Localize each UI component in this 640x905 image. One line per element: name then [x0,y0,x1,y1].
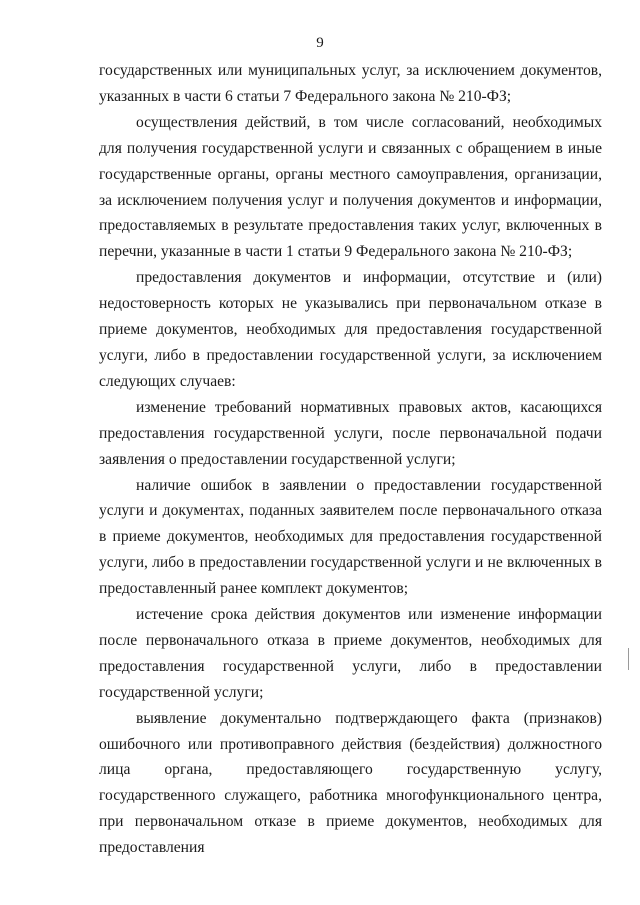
scan-margin-mark [628,648,629,670]
paragraph-documents-info: предоставления документов и информации, отсутствие и (или) недостоверность которых не указывались при первоначальном отказе в приеме документов, необходимых для предоставления государственной услуги, либо в предоставлении государственной услуги, за исключением следующих случаев: [99,269,602,390]
paragraph-actions: осуществления действий, в том числе согласований, необходимых для получения государственной услуги и связанных с обращением в иные государственные органы, органы местного самоуправления, организации, за исключением получения услуг и получения документов и информации, предоставляемых в результате предоставления таких услуг, включенных в перечни, указанные в части 1 статьи 9 Федерального закона № 210-ФЗ; [99,113,602,261]
paragraph-case-errors: наличие ошибок в заявлении о предоставлении государственной услуги и документах, поданных заявителем после первоначального отказа в приеме документов, необходимых для предоставления государственной услуги, либо в предоставлении государственной услуги и не включенных в предоставленный ранее комплект документов; [99,476,602,598]
paragraph-case-legal-change: изменение требований нормативных правовых актов, касающихся предоставления государственной услуги, после первоначальной подачи заявления о предоставлении государственной услуги; [99,398,602,468]
paragraph-continuation: государственных или муниципальных услуг, за исключением документов, указанных в части 6 статьи 7 Федерального закона № 210-ФЗ; [99,62,602,105]
paragraph-case-misconduct: выявление документально подтверждающего факта (признаков) ошибочного или противоправного действия (бездействия) должностного лица органа, предоставляющего государственную услугу, государственного служащего, работника многофункционального центра, при первоначальном отказе в приеме документов, необходимых для предоставления [99,709,602,857]
document-body [99,58,602,861]
page-number: 9 [316,35,324,51]
paragraph-case-expiry: истечение срока действия документов или изменение информации после первоначального отказа в приеме документов, необходимых для предоставления государственной услуги, либо в предоставлении государственной услуги; [99,606,602,701]
